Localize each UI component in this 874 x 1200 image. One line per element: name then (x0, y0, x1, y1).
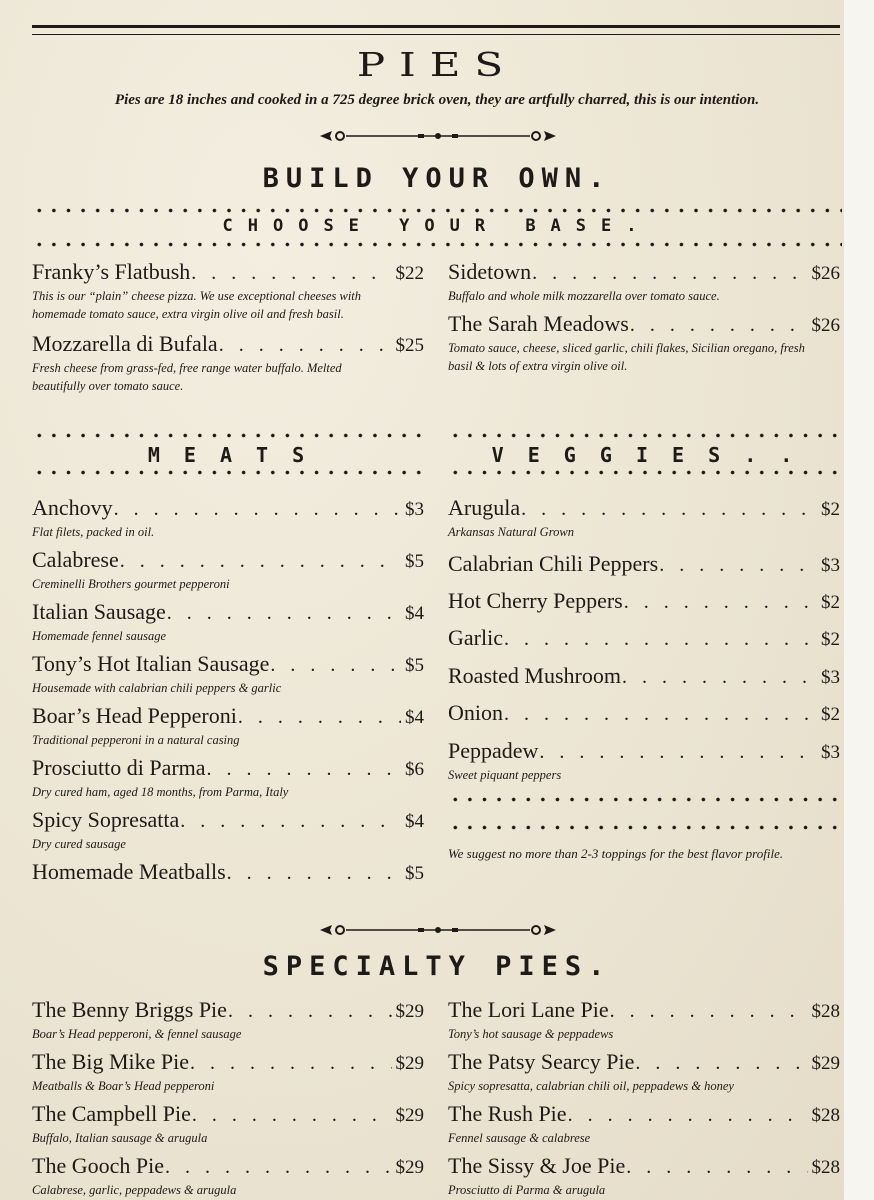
menu-item-description: Tony’s hot sausage & peppadews (448, 1027, 614, 1041)
menu-item-price: $3 (821, 555, 840, 576)
menu-item (32, 599, 424, 645)
menu-item-price: $3 (405, 499, 424, 520)
menu-item-price: $29 (395, 1105, 424, 1126)
menu-item-price: $29 (395, 1157, 424, 1178)
dot-leader (521, 496, 817, 522)
menu-item-row (32, 859, 424, 887)
menu-item (32, 755, 424, 801)
ornament-divider-icon (318, 923, 558, 937)
menu-item-row (448, 588, 840, 616)
ornament-divider-icon (318, 129, 558, 143)
specialty-pies-heading: SPECIALTY PIES. (262, 951, 612, 982)
menu-item (448, 997, 840, 1043)
menu-item-name: Sidetown (448, 259, 532, 284)
menu-item (448, 259, 840, 305)
dot-leader (610, 998, 808, 1024)
menu-item-row (32, 1049, 424, 1077)
menu-item-description: Traditional pepperoni in a natural casing (32, 733, 240, 747)
veggies-heading: V E G G I E S . . (491, 443, 799, 467)
menu-item (448, 551, 840, 579)
menu-item-name: The Gooch Pie (32, 1153, 164, 1178)
menu-item-name: The Big Mike Pie (32, 1049, 190, 1074)
menu-item (32, 807, 424, 853)
menu-item-name: Roasted Mushroom (448, 663, 621, 688)
menu-item-name: Tony’s Hot Italian Sausage (32, 651, 270, 676)
menu-item-description: Creminelli Brothers gourmet pepperoni (32, 577, 230, 591)
dot-leader (539, 739, 817, 765)
subtitle: Pies are 18 inches and cooked in a 725 degree brick oven, they are artfully charred, this is our intention. (114, 92, 760, 108)
menu-item-name: Garlic (448, 625, 503, 650)
dot-leader (504, 701, 817, 727)
dot-leader (532, 260, 807, 286)
menu-item-price: $2 (821, 629, 840, 650)
menu-item-name: The Patsy Searcy Pie (448, 1049, 635, 1074)
menu-item-row (32, 599, 424, 627)
menu-item (448, 588, 840, 616)
menu-item-price: $3 (821, 667, 840, 688)
dot-leader (238, 704, 401, 730)
dot-leader (626, 1154, 807, 1180)
dotted-divider (32, 470, 426, 475)
menu-item-name: The Lori Lane Pie (448, 997, 609, 1022)
dot-leader (180, 808, 401, 834)
menu-item-row (32, 547, 424, 575)
menu-item-price: $26 (811, 315, 840, 336)
menu-item-price: $22 (395, 263, 424, 284)
dotted-divider (32, 208, 842, 213)
menu-item (32, 547, 424, 593)
menu-item-row (448, 663, 840, 691)
menu-item-description: Flat filets, packed in oil. (32, 525, 155, 539)
menu-item-price: $4 (405, 707, 424, 728)
dot-leader (192, 1102, 392, 1128)
dotted-divider (448, 433, 842, 438)
menu-item-description: Arkansas Natural Grown (448, 525, 574, 539)
menu-item-price: $5 (405, 551, 424, 572)
menu-item-row (448, 700, 840, 728)
dot-leader (120, 548, 401, 574)
page-title: PIES (356, 45, 518, 84)
menu-item-row (448, 495, 840, 523)
menu-item-row (32, 1153, 424, 1181)
menu-item-description: Buffalo and whole milk mozzarella over tomato sauce. (448, 289, 720, 303)
menu-item-price: $4 (405, 603, 424, 624)
menu-item (32, 997, 424, 1043)
menu-item (448, 1101, 840, 1147)
menu-item-row (32, 651, 424, 679)
top-rule (32, 25, 840, 28)
dot-leader (219, 332, 392, 358)
menu-item-description: Dry cured sausage (32, 837, 126, 851)
dotted-divider (448, 797, 842, 802)
menu-item-row (32, 259, 424, 287)
menu-item-price: $26 (811, 263, 840, 284)
menu-item (448, 1049, 840, 1095)
menu-item-name: The Campbell Pie (32, 1101, 191, 1126)
menu-item-row (448, 997, 840, 1025)
menu-item-row (32, 495, 424, 523)
menu-item-row (448, 551, 840, 579)
menu-item (448, 495, 840, 541)
menu-item-description: Prosciutto di Parma & arugula (448, 1183, 606, 1197)
menu-item-name: Boar’s Head Pepperoni (32, 703, 237, 728)
menu-item-name: Calabrese (32, 547, 119, 572)
menu-item-row (32, 997, 424, 1025)
menu-item-name: Franky’s Flatbush (32, 259, 191, 284)
menu-item-description: Boar’s Head pepperoni, & fennel sausage (32, 1027, 242, 1041)
dotted-divider (448, 825, 842, 830)
menu-item-row (448, 259, 840, 287)
dotted-divider (32, 433, 426, 438)
menu-item-description: This is our “plain” cheese pizza. We use exceptional cheeses with homemade tomato sauce, extra virgin olive oil and fresh basil. (32, 289, 362, 321)
dot-leader (207, 756, 401, 782)
dot-leader (624, 589, 817, 615)
menu-item-name: The Sarah Meadows (448, 311, 629, 336)
menu-item-row (448, 1101, 840, 1129)
menu-item-row (448, 1049, 840, 1077)
menu-item-price: $6 (405, 759, 424, 780)
menu-item (32, 1153, 424, 1199)
build-your-own-heading: BUILD YOUR OWN. (262, 163, 612, 194)
menu-item-description: Dry cured ham, aged 18 months, from Parma, Italy (32, 785, 289, 799)
menu-item-description: Sweet piquant peppers (448, 768, 562, 782)
menu-item-row (448, 1153, 840, 1181)
dot-leader (659, 552, 817, 578)
menu-item-description: Fennel sausage & calabrese (448, 1131, 591, 1145)
dot-leader (270, 652, 401, 678)
dot-leader (635, 1050, 807, 1076)
menu-item-price: $29 (811, 1053, 840, 1074)
menu-item (32, 259, 424, 323)
dotted-divider (32, 242, 842, 247)
menu-item-name: Calabrian Chili Peppers (448, 551, 659, 576)
menu-item-description: Buffalo, Italian sausage & arugula (32, 1131, 208, 1145)
menu-item (448, 738, 840, 784)
menu-item-price: $29 (395, 1053, 424, 1074)
menu-item-price: $25 (395, 335, 424, 356)
menu-item-name: Prosciutto di Parma (32, 755, 206, 780)
menu-item-name: The Benny Briggs Pie (32, 997, 227, 1022)
menu-item-price: $5 (405, 655, 424, 676)
menu-item-price: $3 (821, 742, 840, 763)
menu-item-description: Housemade with calabrian chili peppers & garlic (32, 681, 282, 695)
menu-item (448, 663, 840, 691)
menu-item-name: Italian Sausage (32, 599, 166, 624)
menu-item-price: $2 (821, 704, 840, 725)
choose-base-heading: CHOOSE YOUR BASE. (222, 216, 652, 236)
menu-item-row (32, 331, 424, 359)
menu-item (448, 1153, 840, 1199)
meats-heading: M E A T S (147, 443, 311, 467)
dot-leader (504, 626, 817, 652)
menu-item-description: Spicy sopresatta, calabrian chili oil, peppadews & honey (448, 1079, 734, 1093)
dot-leader (190, 1050, 391, 1076)
menu-item-row (32, 1101, 424, 1129)
menu-item-name: Anchovy (32, 495, 113, 520)
dot-leader (228, 998, 392, 1024)
menu-item-name: The Rush Pie (448, 1101, 567, 1126)
menu-item-description: Meatballs & Boar’s Head pepperoni (32, 1079, 215, 1093)
menu-item-description: Calabrese, garlic, peppadews & arugula (32, 1183, 237, 1197)
menu-item-price: $2 (821, 499, 840, 520)
menu-item (32, 1101, 424, 1147)
menu-item (32, 651, 424, 697)
menu-item-name: The Sissy & Joe Pie (448, 1153, 626, 1178)
menu-item-row (448, 625, 840, 653)
dot-leader (227, 860, 401, 886)
menu-item (32, 495, 424, 541)
top-rule-thin (32, 34, 840, 35)
dot-leader (165, 1154, 392, 1180)
menu-item (32, 1049, 424, 1095)
menu-item-name: Mozzarella di Bufala (32, 331, 218, 356)
menu-item (448, 700, 840, 728)
dot-leader (114, 496, 401, 522)
menu-item-row (32, 807, 424, 835)
menu-item-price: $5 (405, 863, 424, 884)
dot-leader (191, 260, 391, 286)
menu-item (448, 311, 840, 375)
menu-item (448, 625, 840, 653)
menu-item-price: $28 (811, 1001, 840, 1022)
dotted-divider (448, 470, 842, 475)
menu-item-description: Fresh cheese from grass-fed, free range water buffalo. Melted beautifully over tomato sauce. (32, 361, 342, 393)
menu-item-name: Peppadew (448, 738, 539, 763)
menu-item-row (448, 738, 840, 766)
menu-item-row (32, 703, 424, 731)
dot-leader (622, 664, 817, 690)
menu-item-name: Hot Cherry Peppers (448, 588, 623, 613)
menu-item-row (448, 311, 840, 339)
dot-leader (630, 312, 808, 338)
menu-item (32, 331, 424, 395)
menu-item (32, 859, 424, 887)
menu-item-description: Tomato sauce, cheese, sliced garlic, chili flakes, Sicilian oregano, fresh basil & lots of extra virgin olive oil. (448, 341, 805, 373)
menu-item-row (32, 755, 424, 783)
dot-leader (568, 1102, 808, 1128)
menu-item-price: $2 (821, 592, 840, 613)
menu-item-name: Homemade Meatballs (32, 859, 226, 884)
menu-item-price: $4 (405, 811, 424, 832)
menu-item-description: Homemade fennel sausage (32, 629, 166, 643)
menu-item-name: Spicy Sopresatta (32, 807, 180, 832)
menu-item (32, 703, 424, 749)
dot-leader (167, 600, 401, 626)
menu-item-name: Onion (448, 700, 503, 725)
menu-item-price: $28 (811, 1157, 840, 1178)
menu-item-name: Arugula (448, 495, 521, 520)
menu-item-price: $29 (395, 1001, 424, 1022)
toppings-note: We suggest no more than 2-3 toppings for the best flavor profile. (448, 846, 784, 861)
menu-item-price: $28 (811, 1105, 840, 1126)
